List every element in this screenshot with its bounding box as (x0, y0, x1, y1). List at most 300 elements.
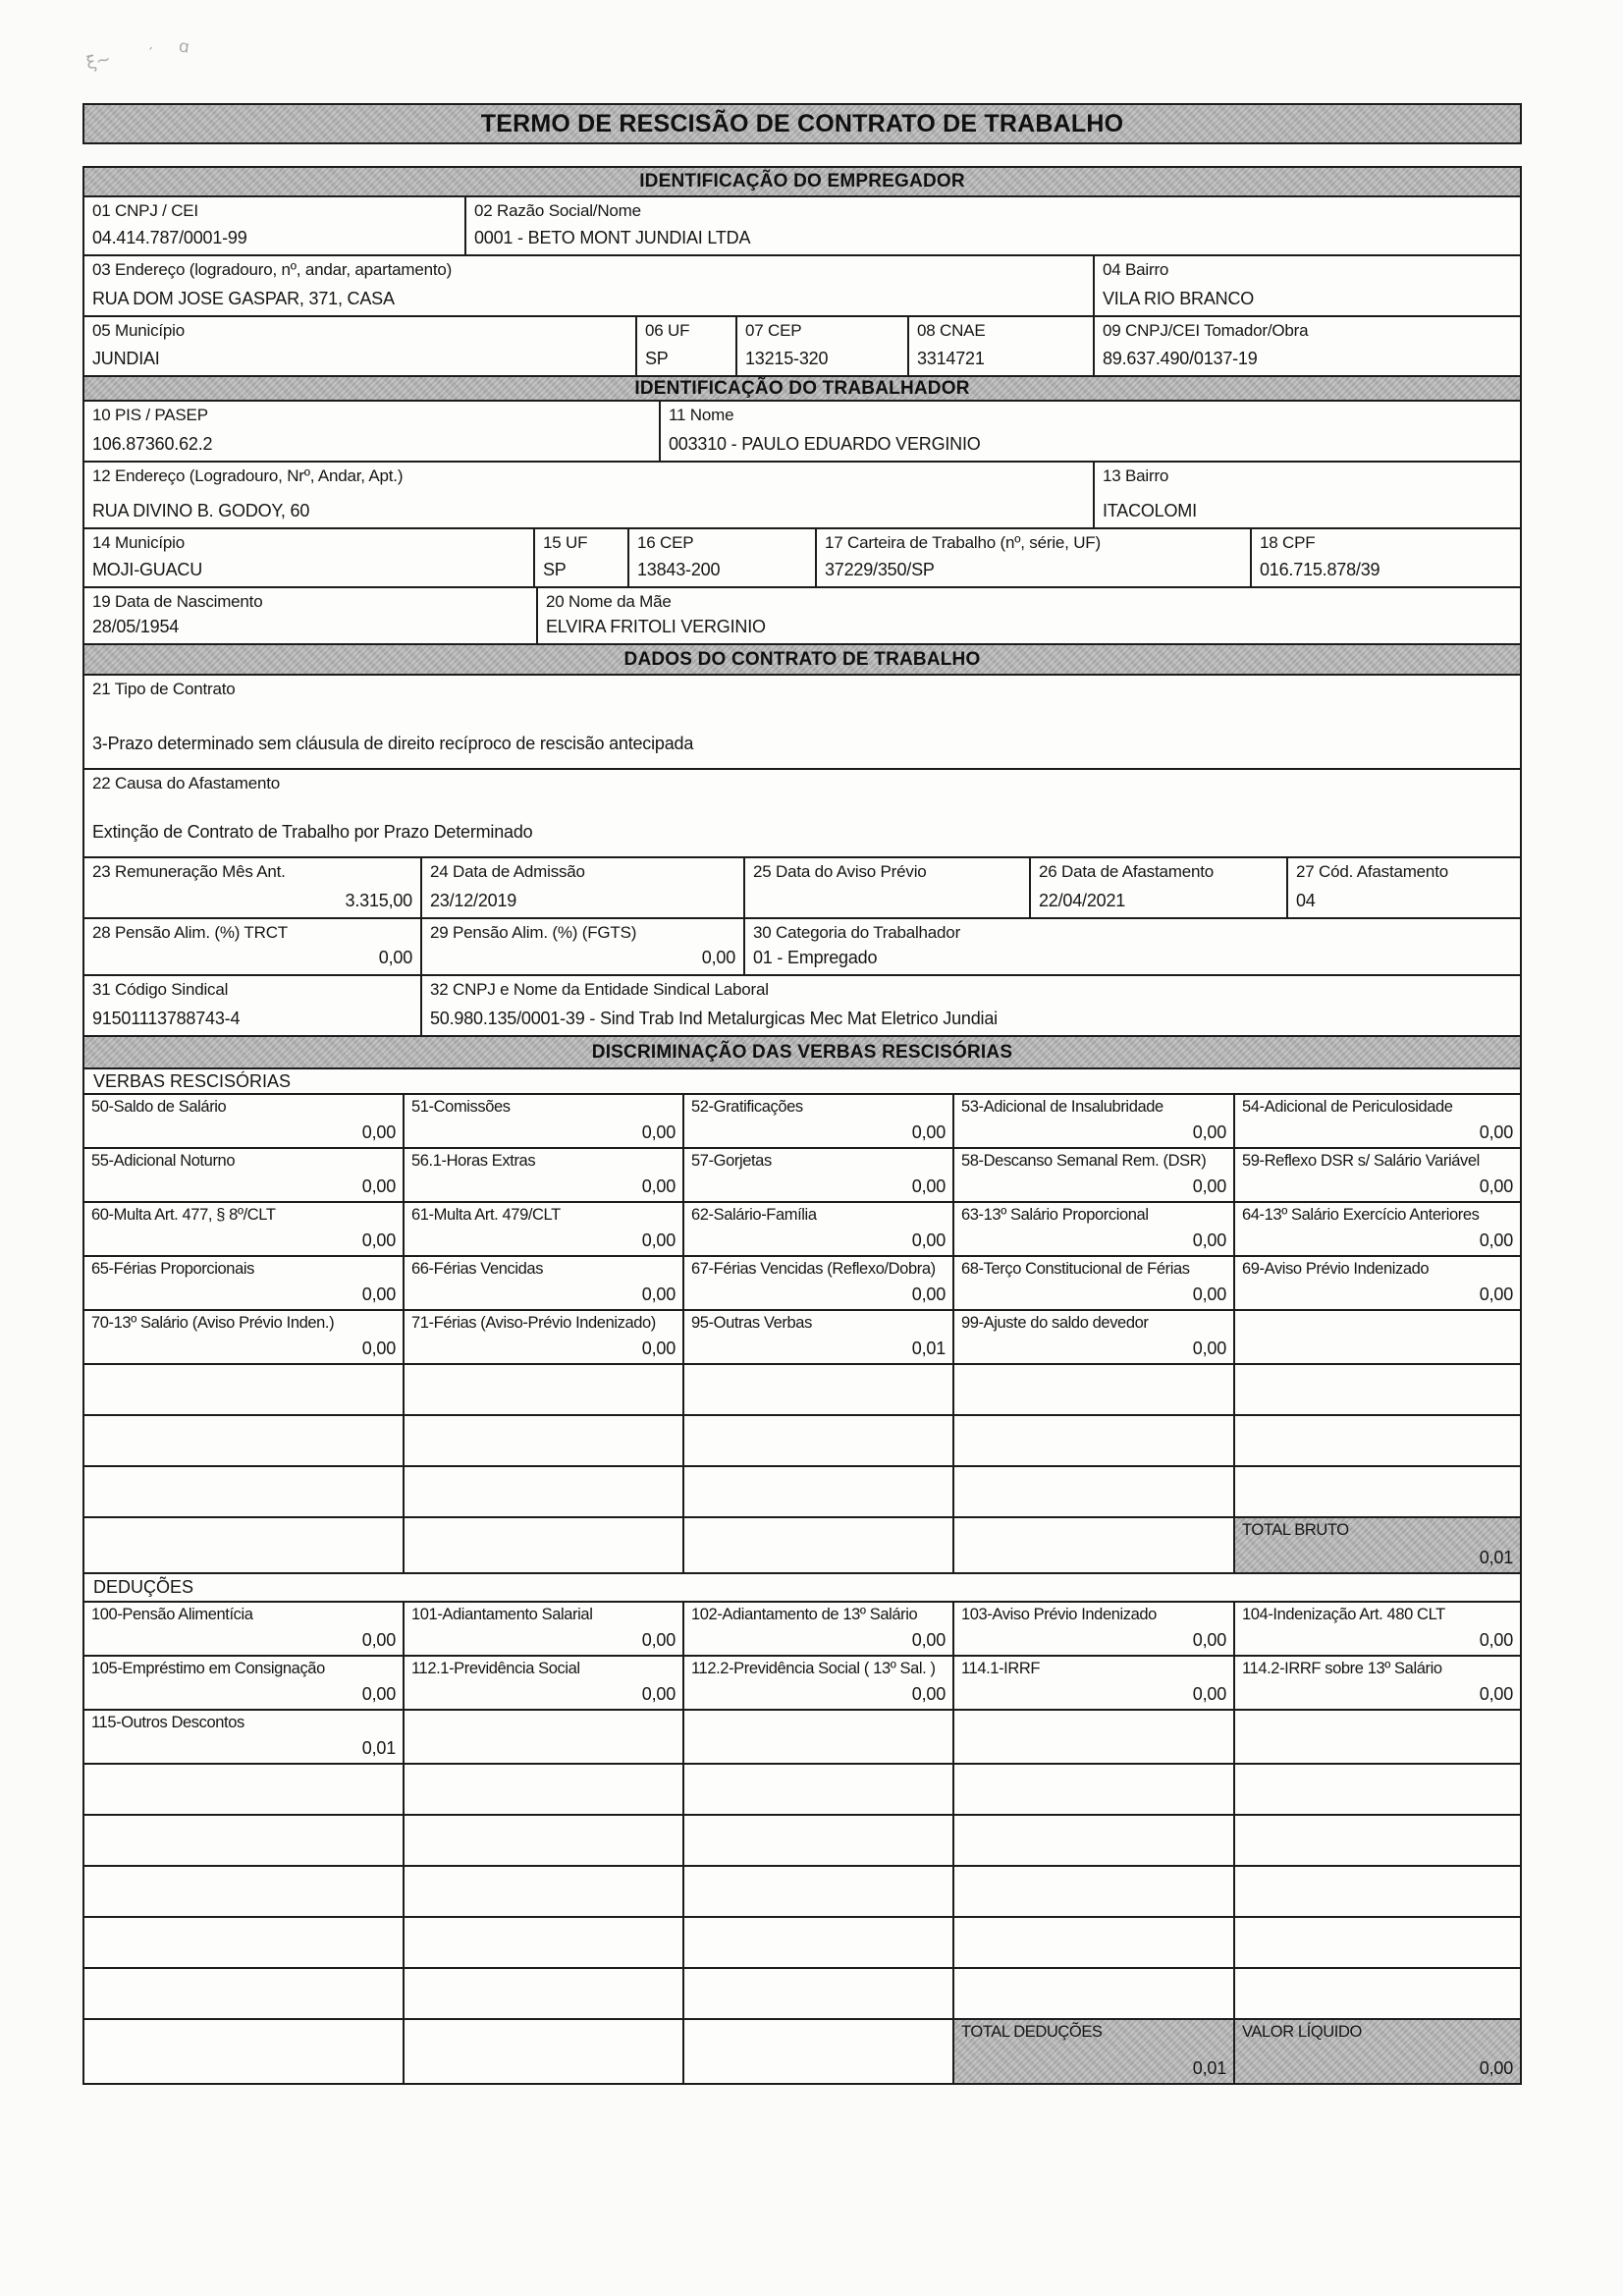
field-label: 19 Data de Nascimento (92, 592, 263, 611)
money-cell-label: 115-Outros Descontos (91, 1714, 244, 1731)
form-row (84, 463, 1520, 529)
money-cell-label: 100-Pensão Alimentícia (91, 1606, 253, 1623)
money-cell (84, 1257, 405, 1309)
field-13-bairro (1095, 463, 1520, 527)
money-cell-label: 68-Terço Constitucional de Férias (961, 1260, 1190, 1278)
money-cell-value: 0,00 (361, 1684, 396, 1704)
field-value: SP (645, 349, 669, 368)
field-label: 12 Endereço (Logradouro, Nrº, Andar, Apt.) (92, 466, 404, 485)
money-cell (405, 1603, 684, 1655)
deductions-subtitle-row (84, 1574, 1520, 1603)
empty-cell (405, 1467, 684, 1516)
money-cell-label: 104-Indenização Art. 480 CLT (1242, 1606, 1445, 1623)
money-cell-label: 64-13º Salário Exercício Anteriores (1242, 1206, 1480, 1224)
money-cell-value: 0,00 (641, 1630, 676, 1650)
money-cell-value: 0,00 (1479, 1176, 1513, 1196)
field-value: 13215-320 (745, 349, 829, 368)
form-row (84, 402, 1520, 463)
field-label: 16 CEP (637, 533, 694, 552)
money-cell (405, 1095, 684, 1147)
money-cell-label: 114.1-IRRF (961, 1660, 1041, 1677)
money-cell (405, 1657, 684, 1709)
empty-cell (954, 1918, 1235, 1967)
section-header-earnings (84, 1037, 1520, 1069)
section-title: DADOS DO CONTRATO DE TRABALHO (623, 648, 981, 670)
money-cell (1235, 1149, 1520, 1201)
field-value: 0001 - BETO MONT JUNDIAI LTDA (474, 228, 751, 247)
money-row (84, 1918, 1520, 1969)
form-row (84, 976, 1520, 1037)
field-value: SP (543, 560, 567, 579)
empty-cell (684, 1816, 954, 1865)
money-cell-label: 57-Gorjetas (691, 1152, 772, 1170)
money-cell (84, 1311, 405, 1363)
field-label: 31 Código Sindical (92, 980, 229, 999)
money-cell-value: 0,00 (1192, 1122, 1226, 1142)
money-cell-value: 0,00 (361, 1285, 396, 1304)
form-row (84, 197, 1520, 256)
empty-cell (1235, 1467, 1520, 1516)
money-cell-value: 0,00 (1192, 1339, 1226, 1358)
money-cell-label: 51-Comissões (411, 1098, 511, 1116)
money-row (84, 1518, 1520, 1574)
field-19-data-nascimento (84, 588, 538, 643)
empty-cell (84, 1867, 405, 1916)
empty-cell (84, 1518, 405, 1572)
money-cell-label: 63-13º Salário Proporcional (961, 1206, 1149, 1224)
empty-cell (405, 1518, 684, 1572)
field-value: Extinção de Contrato de Trabalho por Prazo Determinado (92, 822, 533, 842)
money-cell-value: 0,00 (911, 1285, 946, 1304)
earnings-grid (84, 1095, 1520, 1574)
empty-cell (954, 1416, 1235, 1465)
money-cell (405, 1203, 684, 1255)
money-cell (84, 1095, 405, 1147)
empty-cell (684, 1711, 954, 1763)
field-05-municipio (84, 317, 637, 375)
money-cell-label: 103-Aviso Prévio Indenizado (961, 1606, 1157, 1623)
field-value: 003310 - PAULO EDUARDO VERGINIO (669, 434, 981, 454)
field-31-codigo-sindical (84, 976, 422, 1035)
form-table (82, 166, 1522, 2085)
empty-cell (405, 1867, 684, 1916)
money-cell (84, 1657, 405, 1709)
money-cell-label: 70-13º Salário (Aviso Prévio Inden.) (91, 1314, 335, 1332)
field-value: 50.980.135/0001-39 - Sind Trab Ind Metalurgicas Mec Mat Eletrico Jundiai (430, 1009, 998, 1028)
money-cell-label: 112.1-Previdência Social (411, 1660, 580, 1677)
field-value: ITACOLOMI (1103, 501, 1197, 520)
earnings-subtitle-row (84, 1069, 1520, 1095)
money-cell-value: 0,00 (361, 1122, 396, 1142)
empty-cell (84, 1765, 405, 1814)
form-row (84, 529, 1520, 588)
money-cell-value: 0,00 (1192, 1285, 1226, 1304)
field-label: 01 CNPJ / CEI (92, 201, 198, 220)
money-cell-value: 0,00 (641, 1684, 676, 1704)
money-cell-value: 0,00 (641, 1285, 676, 1304)
empty-cell (84, 1365, 405, 1414)
money-cell (84, 1203, 405, 1255)
field-value: 23/12/2019 (430, 891, 517, 910)
field-label: 32 CNPJ e Nome da Entidade Sindical Laboral (430, 980, 769, 999)
money-cell-label: TOTAL DEDUÇÕES (961, 2023, 1103, 2041)
money-row (84, 1311, 1520, 1365)
money-cell-value: 0,00 (911, 1230, 946, 1250)
form-row (84, 919, 1520, 976)
section-header-employer (84, 168, 1520, 197)
money-cell-value: 0,00 (1479, 1684, 1513, 1704)
money-cell-value: 0,00 (641, 1122, 676, 1142)
money-cell (84, 1603, 405, 1655)
field-24-data-admissao (422, 858, 745, 917)
field-11-nome (661, 402, 1520, 461)
field-15-uf (535, 529, 629, 586)
form-row (84, 770, 1520, 858)
field-12-endereco (84, 463, 1095, 527)
money-cell (1235, 1603, 1520, 1655)
empty-cell (405, 1711, 684, 1763)
money-cell (954, 1095, 1235, 1147)
money-cell-value: 0,00 (361, 1230, 396, 1250)
money-cell-label: 102-Adiantamento de 13º Salário (691, 1606, 918, 1623)
empty-cell (1235, 1918, 1520, 1967)
money-cell-value: 0,00 (361, 1630, 396, 1650)
money-row (84, 1149, 1520, 1203)
deductions-subtitle: DEDUÇÕES (93, 1577, 194, 1597)
money-cell-value: 0,00 (1192, 1684, 1226, 1704)
earnings-subtitle: VERBAS RESCISÓRIAS (93, 1070, 292, 1091)
field-label: 04 Bairro (1103, 260, 1169, 279)
field-09-cnpj-tomador (1095, 317, 1520, 375)
field-label: 22 Causa do Afastamento (92, 774, 281, 793)
money-cell-label: 59-Reflexo DSR s/ Salário Variável (1242, 1152, 1480, 1170)
money-cell-label: 61-Multa Art. 479/CLT (411, 1206, 561, 1224)
empty-cell (1235, 1711, 1520, 1763)
empty-cell (1235, 1867, 1520, 1916)
money-cell (684, 1203, 954, 1255)
money-cell (1235, 1095, 1520, 1147)
money-cell-label: 105-Empréstimo em Consignação (91, 1660, 325, 1677)
section-header-contract (84, 645, 1520, 676)
money-cell (954, 2020, 1235, 2083)
money-cell (954, 1149, 1235, 1201)
field-label: 24 Data de Admissão (430, 862, 585, 881)
money-cell-value: 0,00 (1479, 1285, 1513, 1304)
empty-cell (405, 1365, 684, 1414)
field-30-categoria-trabalhador (745, 919, 1520, 974)
field-08-cnae (909, 317, 1095, 375)
field-label: 15 UF (543, 533, 588, 552)
empty-cell (84, 1467, 405, 1516)
field-value: 37229/350/SP (825, 560, 935, 579)
document-title-bar (82, 103, 1522, 144)
money-cell (84, 1711, 405, 1763)
field-value: 3-Prazo determinado sem cláusula de direito recíproco de rescisão antecipada (92, 734, 694, 753)
money-cell-label: TOTAL BRUTO (1242, 1521, 1349, 1539)
empty-cell (1235, 1765, 1520, 1814)
money-row (84, 1657, 1520, 1711)
money-row (84, 1467, 1520, 1518)
field-label: 29 Pensão Alim. (%) (FGTS) (430, 923, 637, 942)
money-cell-value: 0,00 (1479, 1122, 1513, 1142)
form-content (82, 103, 1522, 2085)
field-22-causa-afastamento (84, 770, 1520, 856)
form-row (84, 588, 1520, 645)
money-cell-value: 0,00 (641, 1339, 676, 1358)
field-17-carteira-trabalho (817, 529, 1252, 586)
money-cell (684, 1257, 954, 1309)
field-value: 01 - Empregado (753, 948, 878, 967)
field-value: 04 (1296, 891, 1316, 910)
field-value: 3314721 (917, 349, 985, 368)
field-32-entidade-sindical (422, 976, 1520, 1035)
empty-cell (954, 1816, 1235, 1865)
money-cell-value: 0,01 (1192, 2058, 1226, 2078)
money-cell-value: 0,00 (1479, 1230, 1513, 1250)
field-label: 10 PIS / PASEP (92, 406, 208, 424)
field-29-pensao-fgts (422, 919, 745, 974)
field-10-pis-pasep (84, 402, 661, 461)
empty-cell (1235, 1365, 1520, 1414)
empty-cell (684, 1416, 954, 1465)
field-label: 06 UF (645, 321, 690, 340)
field-value: 0,00 (701, 948, 735, 967)
empty-cell (684, 1918, 954, 1967)
empty-cell (1235, 1816, 1520, 1865)
money-cell-label: 67-Férias Vencidas (Reflexo/Dobra) (691, 1260, 936, 1278)
field-label: 26 Data de Afastamento (1039, 862, 1215, 881)
field-26-data-afastamento (1031, 858, 1288, 917)
empty-cell (954, 1711, 1235, 1763)
money-cell-value: 0,00 (911, 1122, 946, 1142)
money-cell (405, 1149, 684, 1201)
empty-cell (84, 1816, 405, 1865)
money-cell-label: 54-Adicional de Periculosidade (1242, 1098, 1453, 1116)
money-cell-value: 0,01 (361, 1738, 396, 1758)
field-value: 91501113788743-4 (92, 1009, 241, 1028)
field-25-data-aviso-previo (745, 858, 1031, 917)
empty-cell (84, 2020, 405, 2083)
money-cell-value: 0,00 (641, 1230, 676, 1250)
empty-cell (684, 1969, 954, 2018)
field-value: 0,00 (378, 948, 412, 967)
field-value: JUNDIAI (92, 349, 160, 368)
field-label: 14 Município (92, 533, 185, 552)
field-02-razao-social (466, 197, 1520, 254)
money-cell-label: 114.2-IRRF sobre 13º Salário (1242, 1660, 1442, 1677)
field-01-cnpj-cei (84, 197, 466, 254)
field-04-bairro (1095, 256, 1520, 315)
field-value: 13843-200 (637, 560, 721, 579)
money-cell (954, 1603, 1235, 1655)
money-cell-label: 65-Férias Proporcionais (91, 1260, 254, 1278)
money-cell-label: 58-Descanso Semanal Rem. (DSR) (961, 1152, 1207, 1170)
money-cell-label: 52-Gratificações (691, 1098, 803, 1116)
field-value: 3.315,00 (345, 891, 412, 910)
money-cell-value: 0,00 (1479, 1630, 1513, 1650)
money-cell-label: 53-Adicional de Insalubridade (961, 1098, 1163, 1116)
money-cell (84, 1149, 405, 1201)
field-label: 07 CEP (745, 321, 802, 340)
field-value: 106.87360.62.2 (92, 434, 213, 454)
money-cell (684, 1603, 954, 1655)
empty-cell (684, 1467, 954, 1516)
field-14-municipio (84, 529, 535, 586)
field-label: 21 Tipo de Contrato (92, 680, 236, 698)
money-cell-value: 0,00 (911, 1176, 946, 1196)
money-row (84, 1867, 1520, 1918)
field-label: 28 Pensão Alim. (%) TRCT (92, 923, 288, 942)
field-value: 28/05/1954 (92, 617, 180, 636)
money-row (84, 1095, 1520, 1149)
field-label: 02 Razão Social/Nome (474, 201, 641, 220)
form-row (84, 317, 1520, 377)
money-cell (684, 1657, 954, 1709)
money-cell (1235, 1257, 1520, 1309)
money-cell (1235, 1657, 1520, 1709)
money-cell (954, 1311, 1235, 1363)
deductions-grid (84, 1603, 1520, 2083)
money-row (84, 1203, 1520, 1257)
field-16-cep (629, 529, 817, 586)
empty-cell (1235, 1416, 1520, 1465)
field-label: 27 Cód. Afastamento (1296, 862, 1448, 881)
money-cell-value: 0,00 (641, 1176, 676, 1196)
money-row (84, 1711, 1520, 1765)
money-cell-value: 0,00 (361, 1176, 396, 1196)
form-row (84, 676, 1520, 770)
money-cell (954, 1203, 1235, 1255)
money-row (84, 1603, 1520, 1657)
field-18-cpf (1252, 529, 1520, 586)
money-cell-label: 66-Férias Vencidas (411, 1260, 544, 1278)
money-cell (954, 1257, 1235, 1309)
empty-cell (684, 1518, 954, 1572)
empty-cell (84, 1416, 405, 1465)
money-cell (684, 1095, 954, 1147)
field-06-uf (637, 317, 737, 375)
money-cell-label: 71-Férias (Aviso-Prévio Indenizado) (411, 1314, 656, 1332)
field-label: 25 Data do Aviso Prévio (753, 862, 927, 881)
form-row (84, 256, 1520, 317)
field-label: 23 Remuneração Mês Ant. (92, 862, 286, 881)
money-cell-label: 101-Adiantamento Salarial (411, 1606, 593, 1623)
money-cell-value: 0,01 (1479, 1548, 1513, 1567)
empty-cell (405, 2020, 684, 2083)
empty-cell (684, 1365, 954, 1414)
field-label: 03 Endereço (logradouro, nº, andar, apartamento) (92, 260, 453, 279)
money-cell-value: 0,00 (1479, 2058, 1513, 2078)
field-27-cod-afastamento (1288, 858, 1520, 917)
field-label: 05 Município (92, 321, 185, 340)
money-cell-value: 0,00 (1192, 1230, 1226, 1250)
field-label: 08 CNAE (917, 321, 986, 340)
field-value: 22/04/2021 (1039, 891, 1126, 910)
field-label: 09 CNPJ/CEI Tomador/Obra (1103, 321, 1309, 340)
empty-cell (405, 1765, 684, 1814)
money-row (84, 1969, 1520, 2020)
money-cell (684, 1149, 954, 1201)
money-cell-label: 112.2-Previdência Social ( 13º Sal. ) (691, 1660, 936, 1677)
money-cell-value: 0,00 (911, 1630, 946, 1650)
money-cell (954, 1657, 1235, 1709)
money-cell (1235, 1203, 1520, 1255)
money-cell-label: 56.1-Horas Extras (411, 1152, 536, 1170)
handwritten-mark: ’ (144, 44, 154, 61)
field-value: MOJI-GUACU (92, 560, 202, 579)
money-cell-label: 55-Adicional Noturno (91, 1152, 236, 1170)
money-cell-value: 0,00 (911, 1684, 946, 1704)
empty-cell (684, 1867, 954, 1916)
empty-cell (405, 1969, 684, 2018)
field-value: 016.715.878/39 (1260, 560, 1380, 579)
money-cell-label: 62-Salário-Família (691, 1206, 817, 1224)
field-value: ELVIRA FRITOLI VERGINIO (546, 617, 766, 636)
money-row (84, 1765, 1520, 1816)
form-row (84, 858, 1520, 919)
money-cell-value: 0,00 (361, 1339, 396, 1358)
empty-cell (405, 1918, 684, 1967)
money-cell-label: 50-Saldo de Salário (91, 1098, 227, 1116)
money-row (84, 1416, 1520, 1467)
field-label: 13 Bairro (1103, 466, 1169, 485)
money-cell (1235, 2020, 1520, 2083)
empty-cell (954, 1365, 1235, 1414)
field-label: 11 Nome (669, 406, 734, 424)
section-title: DISCRIMINAÇÃO DAS VERBAS RESCISÓRIAS (591, 1041, 1013, 1063)
money-row (84, 1257, 1520, 1311)
empty-cell (84, 1918, 405, 1967)
section-title: IDENTIFICAÇÃO DO TRABALHADOR (634, 377, 970, 399)
money-cell (1235, 1518, 1520, 1572)
empty-cell (954, 1765, 1235, 1814)
money-cell (405, 1257, 684, 1309)
empty-cell (1235, 1311, 1520, 1363)
money-cell-value: 0,00 (1192, 1176, 1226, 1196)
money-row (84, 2020, 1520, 2083)
handwritten-mark: ξ~ (84, 48, 113, 75)
money-cell (405, 1311, 684, 1363)
empty-cell (954, 1467, 1235, 1516)
empty-cell (684, 1765, 954, 1814)
empty-cell (405, 1416, 684, 1465)
money-cell-value: 0,01 (911, 1339, 946, 1358)
money-cell-label: 69-Aviso Prévio Indenizado (1242, 1260, 1430, 1278)
handwritten-mark: ɑ (177, 36, 190, 58)
money-row (84, 1816, 1520, 1867)
empty-cell (954, 1867, 1235, 1916)
empty-cell (84, 1969, 405, 2018)
document-title: TERMO DE RESCISÃO DE CONTRATO DE TRABALHO (480, 109, 1124, 137)
money-row (84, 1365, 1520, 1416)
field-label: 30 Categoria do Trabalhador (753, 923, 961, 942)
field-20-nome-mae (538, 588, 1520, 643)
field-21-tipo-contrato (84, 676, 1520, 768)
field-value: RUA DOM JOSE GASPAR, 371, CASA (92, 289, 395, 308)
money-cell-label: VALOR LÍQUIDO (1242, 2023, 1362, 2041)
field-label: 17 Carteira de Trabalho (nº, série, UF) (825, 533, 1101, 552)
empty-cell (405, 1816, 684, 1865)
empty-cell (1235, 1969, 1520, 2018)
field-label: 20 Nome da Mãe (546, 592, 672, 611)
money-cell (684, 1311, 954, 1363)
money-cell-label: 99-Ajuste do saldo devedor (961, 1314, 1149, 1332)
money-cell-label: 95-Outras Verbas (691, 1314, 812, 1332)
field-value: 04.414.787/0001-99 (92, 228, 247, 247)
field-value: 89.637.490/0137-19 (1103, 349, 1258, 368)
empty-cell (684, 2020, 954, 2083)
section-header-worker (84, 377, 1520, 402)
